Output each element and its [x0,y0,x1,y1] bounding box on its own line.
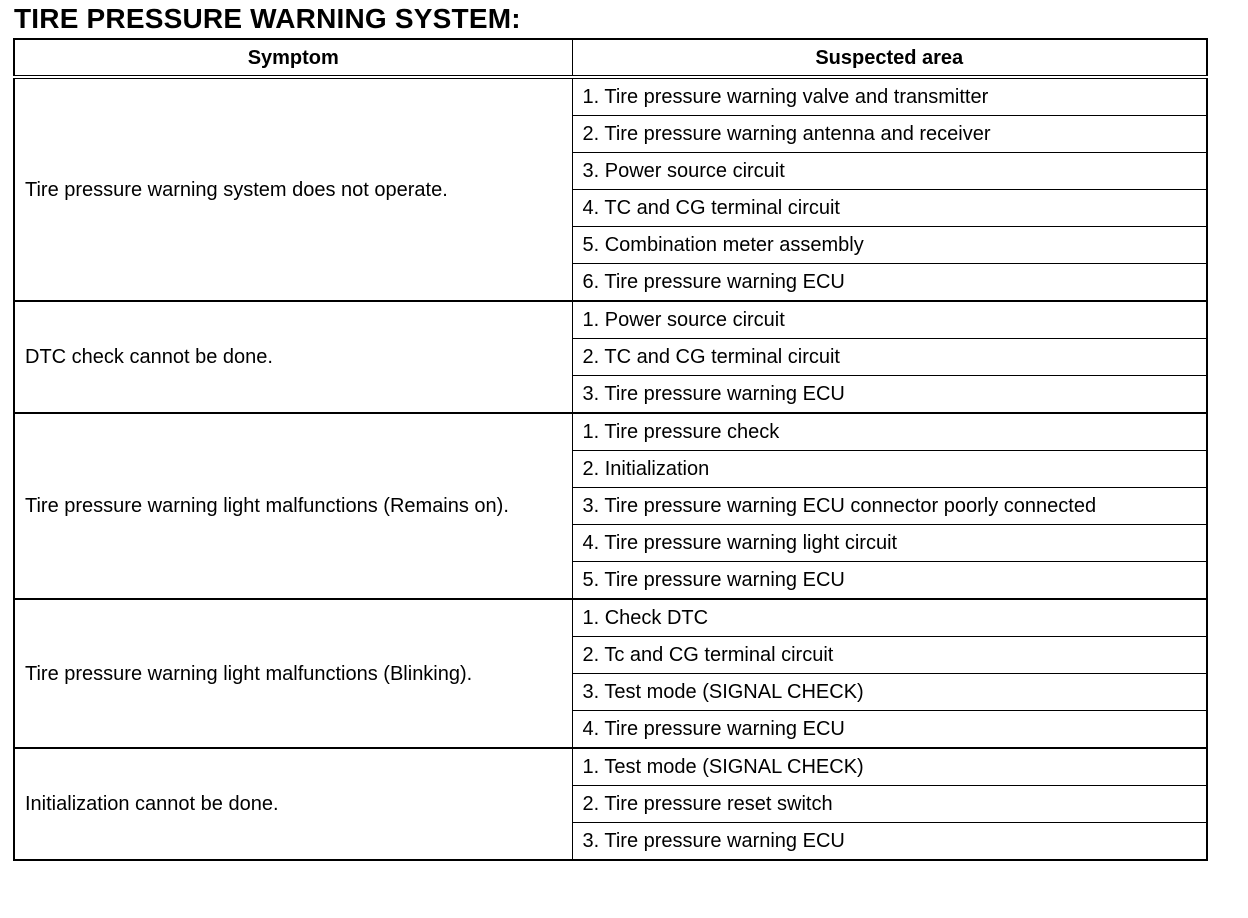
suspected-area-cell: 2. Tire pressure warning antenna and receiver [572,116,1207,153]
suspected-area-cell: 4. Tire pressure warning ECU [572,711,1207,749]
suspected-area-cell: 4. TC and CG terminal circuit [572,190,1207,227]
symptom-cell: Tire pressure warning light malfunctions (Blinking). [14,599,572,748]
suspected-area-cell: 6. Tire pressure warning ECU [572,264,1207,302]
suspected-area-cell: 1. Power source circuit [572,301,1207,339]
table-body [14,77,1207,860]
symptom-cell: Tire pressure warning light malfunctions (Remains on). [14,413,572,599]
table-row [14,748,1207,786]
suspected-area-cell: 2. TC and CG terminal circuit [572,339,1207,376]
table-row [14,77,1207,116]
document-title: TIRE PRESSURE WARNING SYSTEM: [14,3,521,34]
suspected-area-cell: 3. Power source circuit [572,153,1207,190]
table-row [14,599,1207,637]
suspected-area-cell: 1. Tire pressure warning valve and transmitter [572,77,1207,116]
table-header-row [14,39,1207,77]
suspected-area-cell: 3. Tire pressure warning ECU [572,823,1207,861]
symptom-cell: Tire pressure warning system does not operate. [14,77,572,301]
suspected-area-cell: 2. Tire pressure reset switch [572,786,1207,823]
suspected-area-cell: 2. Tc and CG terminal circuit [572,637,1207,674]
troubleshooting-table [13,38,1208,861]
suspected-area-cell: 3. Test mode (SIGNAL CHECK) [572,674,1207,711]
suspected-area-cell: 1. Check DTC [572,599,1207,637]
suspected-area-cell: 3. Tire pressure warning ECU connector poorly connected [572,488,1207,525]
header-suspected-area: Suspected area [572,39,1207,77]
suspected-area-cell: 5. Tire pressure warning ECU [572,562,1207,600]
suspected-area-cell: 1. Test mode (SIGNAL CHECK) [572,748,1207,786]
table-row [14,413,1207,451]
suspected-area-cell: 4. Tire pressure warning light circuit [572,525,1207,562]
table-row [14,301,1207,339]
symptom-cell: Initialization cannot be done. [14,748,572,860]
header-symptom: Symptom [14,39,572,77]
suspected-area-cell: 1. Tire pressure check [572,413,1207,451]
suspected-area-cell: 5. Combination meter assembly [572,227,1207,264]
suspected-area-cell: 2. Initialization [572,451,1207,488]
symptom-cell: DTC check cannot be done. [14,301,572,413]
suspected-area-cell: 3. Tire pressure warning ECU [572,376,1207,414]
